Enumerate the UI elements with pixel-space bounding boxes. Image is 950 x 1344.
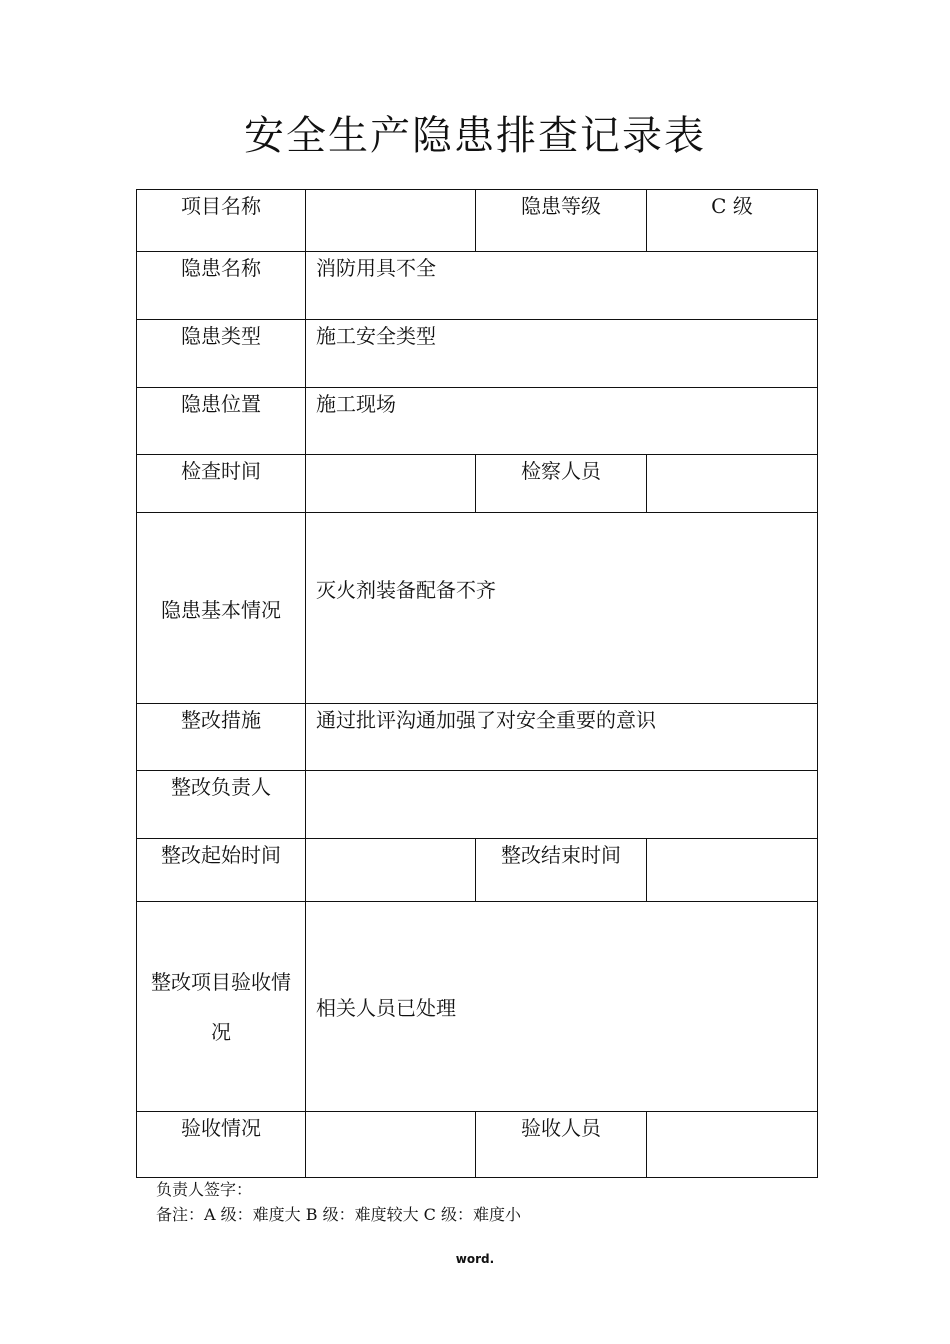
rectification-start-label: 整改起始时间 — [137, 839, 306, 902]
rectification-owner-value[interactable] — [306, 771, 818, 839]
hazard-details-label: 隐患基本情况 — [137, 513, 306, 704]
hazard-type-value[interactable]: 施工安全类型 — [306, 320, 818, 388]
hazard-details-value[interactable]: 灭火剂装备配备不齐 — [306, 513, 818, 704]
page-title: 安全生产隐患排查记录表 — [244, 113, 706, 159]
notes — [156, 1177, 521, 1227]
rectification-start-value[interactable] — [306, 839, 476, 902]
rectification-end-label: 整改结束时间 — [476, 839, 647, 902]
table-row — [137, 513, 818, 704]
project-name-value[interactable] — [306, 190, 476, 252]
hazard-level-value[interactable]: C 级 — [647, 190, 818, 252]
hazard-record-table — [136, 189, 818, 1178]
inspection-time-label: 检查时间 — [137, 455, 306, 513]
acceptance-staff-label: 验收人员 — [476, 1112, 647, 1178]
table-row — [137, 1112, 818, 1178]
signature-line: 负责人签字： — [156, 1180, 253, 1199]
rectification-acceptance-label-text: 整改项目验收情况 — [151, 969, 291, 1044]
table-row — [137, 839, 818, 902]
rectification-measures-value[interactable]: 通过批评沟通加强了对安全重要的意识 — [306, 704, 818, 771]
remark-line: 备注：A 级：难度大 B 级：难度较大 C 级：难度小 — [156, 1205, 521, 1224]
hazard-name-value[interactable]: 消防用具不全 — [306, 252, 818, 320]
table-row — [137, 771, 818, 839]
hazard-level-label: 隐患等级 — [476, 190, 647, 252]
table-row — [137, 902, 818, 1112]
table-row — [137, 455, 818, 513]
rectification-measures-label: 整改措施 — [137, 704, 306, 771]
acceptance-status-value[interactable] — [306, 1112, 476, 1178]
hazard-location-label: 隐患位置 — [137, 388, 306, 455]
rectification-acceptance-label — [137, 902, 306, 1112]
rectification-owner-label: 整改负责人 — [137, 771, 306, 839]
acceptance-staff-value[interactable] — [647, 1112, 818, 1178]
footer-text: word. — [455, 1252, 495, 1266]
table-row — [137, 190, 818, 252]
inspector-label: 检察人员 — [476, 455, 647, 513]
table-row — [137, 388, 818, 455]
hazard-location-value[interactable]: 施工现场 — [306, 388, 818, 455]
inspection-time-value[interactable] — [306, 455, 476, 513]
acceptance-status-label: 验收情况 — [137, 1112, 306, 1178]
project-name-label: 项目名称 — [137, 190, 306, 252]
inspector-value[interactable] — [647, 455, 818, 513]
hazard-name-label: 隐患名称 — [137, 252, 306, 320]
table-row — [137, 704, 818, 771]
table-row — [137, 320, 818, 388]
rectification-end-value[interactable] — [647, 839, 818, 902]
rectification-acceptance-value[interactable]: 相关人员已处理 — [306, 902, 818, 1112]
table-row — [137, 252, 818, 320]
hazard-type-label: 隐患类型 — [137, 320, 306, 388]
